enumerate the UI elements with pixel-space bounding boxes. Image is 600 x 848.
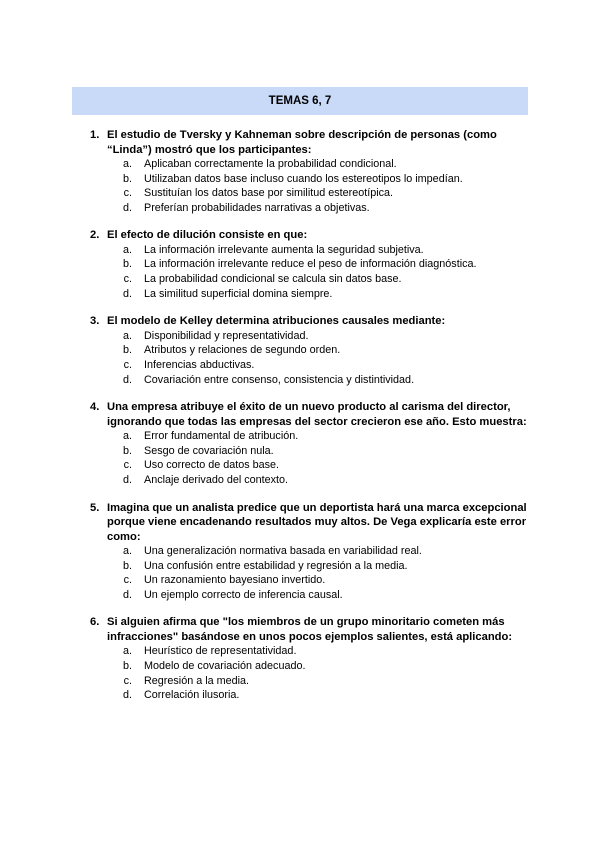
answer-option: c. La probabilidad condicional se calcula sin datos base. [123, 273, 402, 286]
question-number: 2. [90, 229, 100, 242]
question-number: 6. [90, 616, 100, 629]
question-text: El modelo de Kelley determina atribuciones causales mediante: [107, 315, 446, 328]
answer-option: c. Un razonamiento bayesiano invertido. [123, 574, 326, 587]
question-4 [72, 400, 528, 487]
answer-option: d. La similitud superficial domina siempre. [122, 287, 333, 300]
question-2 [72, 228, 528, 301]
answer-option: b. Sesgo de covariación nula. [122, 444, 274, 457]
question-5 [72, 501, 528, 603]
question-text: El estudio de Tversky y Kahneman sobre descripción de personas (como “Linda”) mostró que los participantes: [107, 129, 497, 156]
question-text: Si alguien afirma que "los miembros de un grupo minoritario cometen más infracciones" basándose en unos pocos ejemplos salientes, está aplicando: [107, 616, 513, 643]
answer-option: d. Un ejemplo correcto de inferencia causal. [122, 588, 343, 601]
answer-option: c. Uso correcto de datos base. [123, 459, 280, 472]
answer-option: c. Inferencias abductivas. [123, 358, 255, 371]
question-1 [72, 128, 528, 215]
answer-option: b. Una confusión entre estabilidad y regresión a la media. [122, 559, 408, 572]
answer-option: a. Disponibilidad y representatividad. [122, 329, 309, 342]
question-list [72, 128, 528, 716]
section-title: TEMAS 6, 7 [268, 95, 332, 107]
question-text: Imagina que un analista predice que un deportista hará una marca excepcional porque viene encadenando resultados muy altos. De Vega explicaría este error como: [107, 501, 527, 543]
question-number: 3. [90, 315, 100, 328]
question-number: 4. [90, 401, 100, 414]
answer-option: a. Aplicaban correctamente la probabilidad condicional. [122, 158, 397, 170]
question-6 [72, 615, 528, 702]
question-number: 5. [90, 501, 100, 514]
answer-option: b. Atributos y relaciones de segundo orden. [122, 344, 341, 357]
answer-option: c. Regresión a la media. [123, 674, 250, 687]
answer-option: b. Modelo de covariación adecuado. [122, 659, 306, 672]
question-text: El efecto de dilución consiste en que: [107, 229, 308, 242]
section-header [72, 87, 528, 115]
answer-option: d. Anclaje derivado del contexto. [122, 473, 289, 486]
answer-option: c. Sustituían los datos base por similitud estereotípica. [123, 187, 394, 200]
answer-option: a. Heurístico de representatividad. [122, 645, 297, 658]
answer-option: b. La información irrelevante reduce el peso de información diagnóstica. [122, 258, 477, 271]
answer-option: b. Utilizaban datos base incluso cuando los estereotipos lo impedían. [122, 172, 463, 185]
question-text: Una empresa atribuye el éxito de un nuevo producto al carisma del director, ignorando que todas las empresas del sector crecieron ese año. Esto muestra: [107, 401, 527, 428]
answer-option: a. Una generalización normativa basada en variabilidad real. [122, 545, 422, 557]
question-3 [72, 314, 528, 387]
answer-option: d. Preferían probabilidades narrativas a objetivas. [122, 201, 370, 214]
answer-option: a. La información irrelevante aumenta la seguridad subjetiva. [122, 243, 424, 256]
answer-option: d. Covariación entre consenso, consistencia y distintividad. [122, 373, 415, 386]
question-number: 1. [90, 129, 100, 141]
answer-option: d. Correlación ilusoria. [122, 689, 240, 702]
answer-option: a. Error fundamental de atribución. [122, 430, 299, 443]
